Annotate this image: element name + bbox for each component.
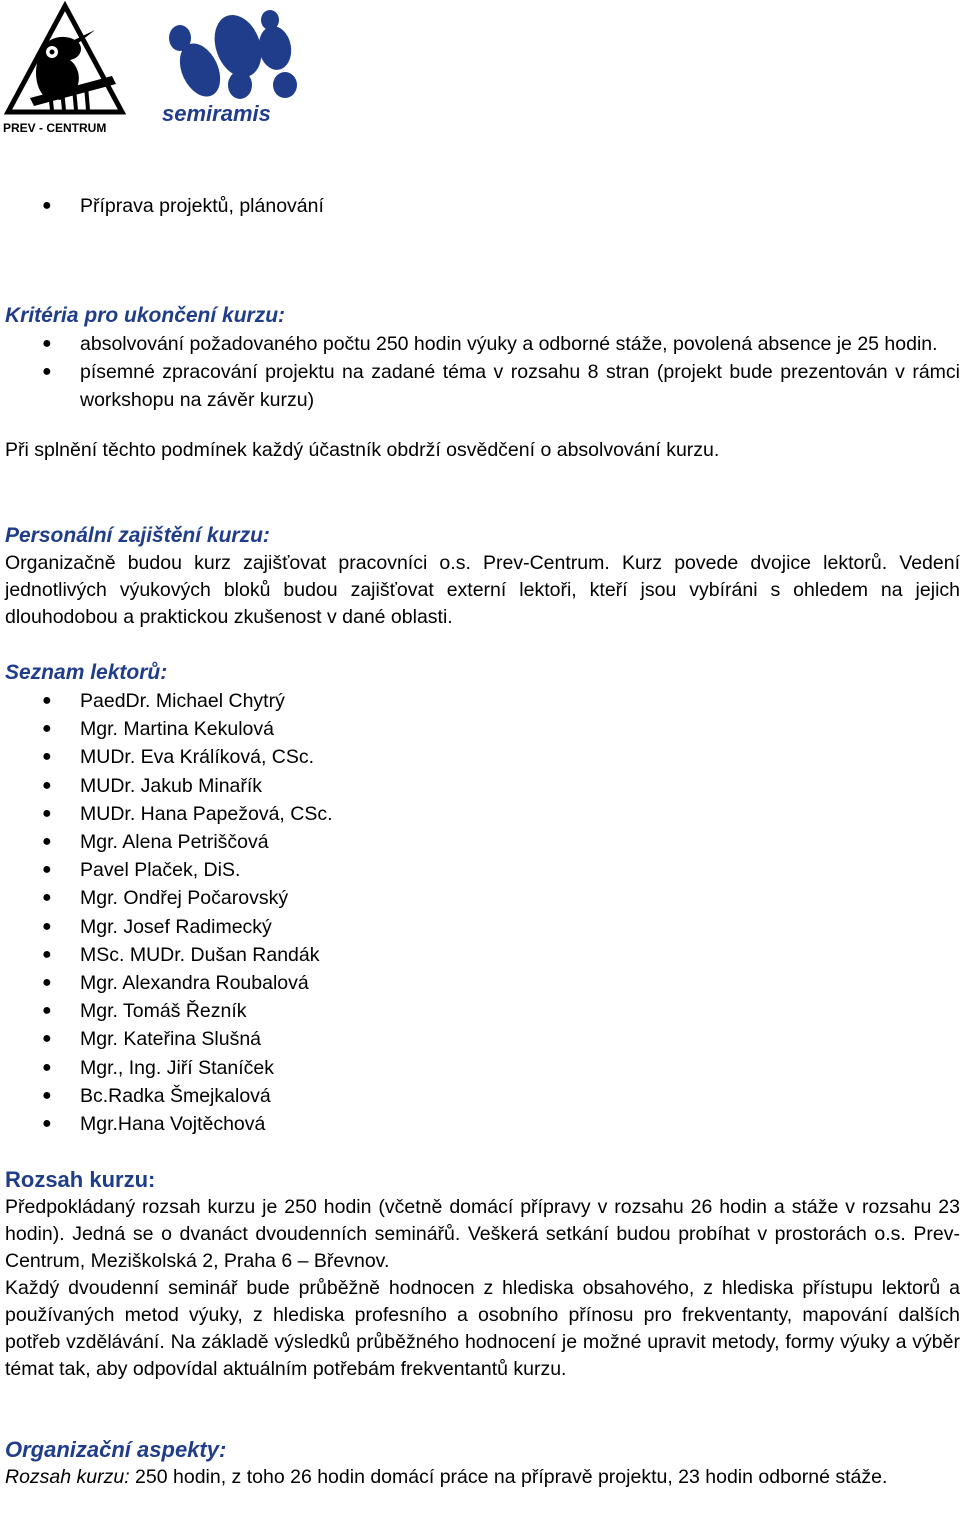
- lektor-item: [5, 1110, 960, 1138]
- section-kriteria: [5, 302, 960, 464]
- kriteria-list: [5, 330, 960, 415]
- lektor-item: [5, 856, 960, 884]
- rozsah-paragraph-2: Každý dvoudenní seminář bude průběžně hodnocen z hlediska obsahového, z hlediska přístupu lektorů a používaných metod výuky, z hlediska profesního a osobního přínosu pro frekventanty, mapování dalších potřeb vzdělávání. Na základě výsledků průběžného hodnocení je možné upravit metody, formy výuky a výběr témat tak, aby odpovídal aktuálním potřebám frekventantů kurzu.: [5, 1277, 960, 1380]
- logos: [0, 0, 330, 140]
- bullet-icon: ●: [42, 335, 52, 352]
- lektori-list: [5, 687, 960, 1138]
- section-heading: Organizační aspekty:: [5, 1437, 227, 1462]
- prev-centrum-logo-text: PREV - CENTRUM: [3, 121, 107, 135]
- section-heading: Personální zajištění kurzu:: [5, 524, 270, 547]
- section-personalni: [5, 522, 960, 631]
- bullet-icon: ●: [42, 1086, 52, 1104]
- bullet-icon: ●: [42, 363, 52, 381]
- lektor-name: Bc.Radka Šmejkalová: [80, 1084, 271, 1107]
- bullet-icon: ●: [42, 833, 52, 851]
- lektor-name: Mgr. Martina Kekulová: [80, 718, 275, 741]
- bullet-icon: ●: [42, 692, 52, 709]
- section-lektori: [5, 659, 960, 1138]
- bullet-icon: ●: [42, 889, 52, 907]
- bullet-icon: ●: [42, 974, 52, 992]
- lektor-name: PaedDr. Michael Chytrý: [80, 690, 285, 712]
- lektor-item: [5, 1025, 960, 1053]
- lektor-name: Mgr. Alena Petriščová: [80, 831, 269, 854]
- lektor-item: [5, 772, 960, 800]
- section-heading: Seznam lektorů:: [5, 661, 168, 684]
- top-list: [5, 192, 960, 220]
- list-item: ● písemné zpracování projektu na zadané téma v rozsahu 8 stran (projekt bude prezentován v rámci workshopu na závěr kurzu): [5, 358, 960, 414]
- lektor-item: [5, 800, 960, 828]
- lektor-item: [5, 828, 960, 856]
- bullet-icon: ●: [42, 1030, 52, 1048]
- lektor-item: [5, 715, 960, 743]
- lektor-name: Mgr.Hana Vojtěchová: [80, 1113, 266, 1136]
- list-item: ● Příprava projektů, plánování: [5, 192, 960, 220]
- list-item: ● absolvování požadovaného počtu 250 hodin výuky a odborné stáže, povolená absence je 25 hodin.: [5, 330, 960, 358]
- organizacni-value: 250 hodin, z toho 26 hodin domácí práce na přípravě projektu, 23 hodin odborné stáže.: [129, 1466, 888, 1488]
- kriteria-note: Při splnění těchto podmínek každý účastník obdrží osvědčení o absolvování kurzu.: [5, 438, 720, 461]
- section-rozsah: [5, 1166, 960, 1383]
- rozsah-paragraph-1: Předpokládaný rozsah kurzu je 250 hodin (včetně domácí přípravy v rozsahu 26 hodin a stáže v rozsahu 23 hodin). Jedná se o dvanáct dvoudenních seminářů. Veškerá setkání budou probíhat v prostorách o.s. Prev-Centrum, Meziškolská 2, Praha 6 – Břevnov.: [5, 1196, 960, 1272]
- lektor-item: [5, 687, 960, 715]
- section-organizacni: [5, 1436, 960, 1491]
- lektor-name: Mgr., Ing. Jiří Staníček: [80, 1056, 274, 1079]
- bullet-icon: ●: [42, 720, 52, 738]
- section-heading: Rozsah kurzu:: [5, 1167, 156, 1192]
- section-heading: Kritéria pro ukončení kurzu:: [5, 304, 286, 327]
- lektor-item: [5, 941, 960, 969]
- lektor-name: MSc. MUDr. Dušan Randák: [80, 943, 320, 966]
- bullet-icon: ●: [42, 1002, 52, 1020]
- bullet-icon: ●: [42, 776, 52, 794]
- lektor-name: MUDr. Eva Králíková, CSc.: [80, 746, 315, 769]
- personalni-text: Organizačně budou kurz zajišťovat pracovníci o.s. Prev-Centrum. Kurz povede dvojice lektorů. Vedení jednotlivých výukových bloků budou zajišťovat externí lektoři, kteří jsou vybíráni s ohledem na jejich dlouhodobou a praktickou zkušenost v dané oblasti.: [5, 552, 960, 628]
- organizacni-text: [5, 1464, 960, 1491]
- bullet-icon: ●: [42, 917, 52, 935]
- bullet-icon: ●: [42, 1115, 52, 1133]
- lektor-name: MUDr. Jakub Minařík: [80, 774, 263, 797]
- lektor-item: [5, 1082, 960, 1110]
- lektor-item: [5, 997, 960, 1025]
- lektor-name: Mgr. Alexandra Roubalová: [80, 972, 309, 995]
- lektor-item: [5, 1054, 960, 1082]
- semiramis-logo-text: semiramis: [162, 101, 271, 126]
- bullet-icon: ●: [42, 748, 52, 766]
- lektor-name: Mgr. Josef Radimecký: [80, 915, 272, 938]
- bullet-icon: ●: [42, 197, 52, 214]
- lektor-name: MUDr. Hana Papežová, CSc.: [80, 802, 333, 825]
- bullet-icon: ●: [42, 1058, 52, 1076]
- lektor-item: [5, 743, 960, 771]
- organizacni-label: Rozsah kurzu:: [5, 1466, 130, 1488]
- bullet-icon: ●: [42, 861, 52, 879]
- lektor-item: [5, 884, 960, 912]
- lektor-item: [5, 913, 960, 941]
- prev-centrum-logo: [3, 6, 122, 135]
- lektor-name: Mgr. Ondřej Počarovský: [80, 887, 289, 910]
- lektor-name: Mgr. Kateřina Slušná: [80, 1028, 262, 1051]
- lektor-name: Pavel Plaček, DiS.: [80, 859, 241, 882]
- bullet-icon: ●: [42, 945, 52, 963]
- lektor-item: [5, 969, 960, 997]
- bullet-icon: ●: [42, 804, 52, 822]
- semiramis-logo: [162, 8, 297, 126]
- lektor-name: Mgr. Tomáš Řezník: [80, 1000, 247, 1023]
